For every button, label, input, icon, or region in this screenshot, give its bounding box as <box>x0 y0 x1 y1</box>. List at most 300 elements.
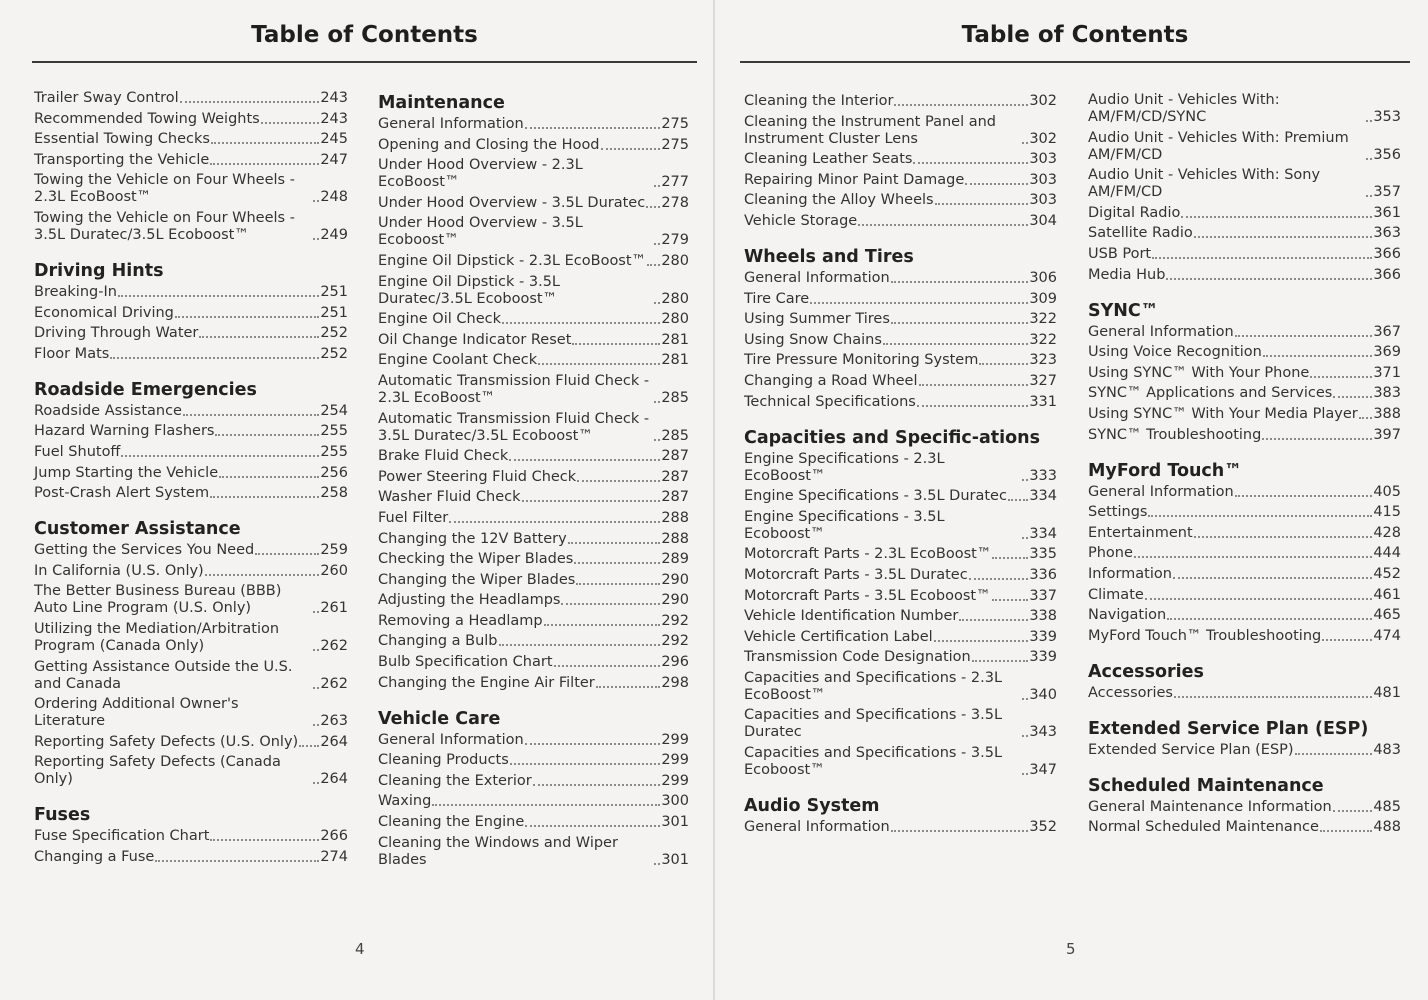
toc-entry[interactable] <box>34 828 348 845</box>
dot-leader <box>972 660 1029 662</box>
toc-entry[interactable] <box>744 332 1057 349</box>
toc-entry[interactable] <box>34 131 348 148</box>
toc-entry[interactable] <box>744 707 1057 741</box>
toc-entry[interactable] <box>378 814 689 831</box>
toc-entry[interactable] <box>1088 628 1401 645</box>
toc-entry-title: Engine Coolant Check <box>378 352 538 369</box>
dot-leader <box>574 562 660 564</box>
dot-leader <box>979 363 1028 365</box>
toc-page-number: 299 <box>661 731 689 748</box>
dot-leader <box>210 163 319 165</box>
toc-entry-title: Getting Assistance Outside the U.S. and Canada <box>34 658 293 692</box>
toc-entry-title: Engine Oil Dipstick - 2.3L EcoBoost™ <box>378 252 647 269</box>
toc-entry[interactable] <box>378 592 689 609</box>
toc-entry[interactable] <box>1088 427 1401 444</box>
dot-leader <box>891 281 1029 283</box>
toc-entry[interactable] <box>1088 799 1401 816</box>
toc-page-number: 292 <box>661 612 689 629</box>
toc-entry[interactable] <box>378 373 689 407</box>
toc-entry-title: Removing a Headlamp <box>378 612 543 629</box>
toc-entry[interactable] <box>378 352 689 369</box>
toc-entry[interactable] <box>744 546 1057 563</box>
section-heading: Audio System <box>744 796 880 817</box>
section-heading: Maintenance <box>378 93 505 113</box>
toc-entry-title: Using Snow Chains <box>744 331 882 348</box>
toc-entry[interactable] <box>1088 484 1401 501</box>
toc-entry-title: Driving Through Water <box>34 325 199 342</box>
toc-page-number: 279 <box>661 232 689 249</box>
toc-entry-title: Audio Unit - Vehicles With: Sony AM/FM/CD <box>1088 167 1321 201</box>
toc-entry[interactable] <box>378 157 689 191</box>
dot-leader <box>261 122 320 124</box>
toc-page-number: 339 <box>1029 628 1057 645</box>
toc-entry[interactable] <box>34 284 348 301</box>
toc-entry-title: General Information <box>1088 483 1234 500</box>
toc-entry[interactable] <box>378 215 689 249</box>
toc-entry[interactable] <box>378 531 689 548</box>
dot-leader <box>299 745 319 747</box>
toc-entry[interactable] <box>744 151 1057 168</box>
toc-entry-title: Checking the Wiper Blades <box>378 551 574 568</box>
section-heading: Driving Hints <box>34 260 164 281</box>
toc-section <box>34 805 348 866</box>
toc-page-number: 322 <box>1029 331 1057 348</box>
toc-entry-title: Using Voice Recognition <box>1088 344 1262 361</box>
toc-entry[interactable] <box>744 394 1057 411</box>
dot-leader <box>1152 257 1372 259</box>
toc-entry-title: Economical Driving <box>34 304 174 321</box>
toc-entry[interactable] <box>378 793 689 810</box>
dot-leader <box>654 185 660 187</box>
toc-page-number: 363 <box>1373 225 1401 242</box>
toc-entry[interactable] <box>744 745 1057 779</box>
toc-entry[interactable] <box>34 621 348 655</box>
dot-leader <box>647 264 660 266</box>
toc-entry-title: Reporting Safety Defects (Canada Only) <box>34 754 281 788</box>
toc-entry[interactable] <box>378 732 689 749</box>
toc-entry-list <box>1088 685 1401 702</box>
dot-leader <box>313 200 319 202</box>
toc-entry[interactable] <box>34 90 348 107</box>
title-rule <box>740 61 1410 63</box>
toc-entry-title: Tire Pressure Monitoring System <box>744 352 979 369</box>
toc-page-number: 335 <box>1029 546 1057 563</box>
toc-entry[interactable] <box>744 192 1057 209</box>
toc-entry-title: USB Port <box>1088 245 1152 262</box>
dot-leader <box>561 603 660 605</box>
toc-section <box>34 380 348 502</box>
toc-page-number: 299 <box>661 752 689 769</box>
toc-entry[interactable] <box>378 510 689 527</box>
section-heading: Extended Service Plan (ESP) <box>1088 718 1369 739</box>
toc-page-number: 292 <box>661 633 689 650</box>
dot-leader <box>1262 438 1372 440</box>
toc-page-number: 298 <box>661 674 689 691</box>
toc-entry-list <box>34 828 348 866</box>
toc-entry[interactable] <box>744 588 1057 605</box>
toc-entry-list <box>34 542 348 788</box>
toc-entry[interactable] <box>744 567 1057 584</box>
page-number: 5 <box>1066 940 1076 958</box>
section-heading: MyFord Touch™ <box>1088 460 1242 481</box>
toc-entry-list <box>744 451 1057 780</box>
dot-leader <box>1167 618 1372 620</box>
toc-page-number: 287 <box>661 468 689 485</box>
toc-section <box>744 428 1057 780</box>
toc-entry[interactable] <box>378 116 689 133</box>
toc-entry[interactable] <box>1088 246 1401 263</box>
toc-entry[interactable] <box>744 670 1057 704</box>
toc-entry-title: Engine Specifications - 2.3L EcoBoost™ <box>744 450 945 484</box>
toc-entry[interactable] <box>1088 324 1401 341</box>
toc-entry[interactable] <box>34 485 348 502</box>
toc-entry[interactable] <box>744 488 1057 505</box>
toc-page-number: 474 <box>1373 627 1401 644</box>
toc-entry[interactable] <box>34 172 348 206</box>
toc-entry[interactable] <box>34 423 348 440</box>
toc-entry[interactable] <box>1088 225 1401 242</box>
dot-leader <box>1022 479 1028 481</box>
section-heading: Fuses <box>34 805 91 826</box>
toc-entry[interactable] <box>34 465 348 482</box>
toc-entry[interactable] <box>378 835 689 869</box>
toc-entry-title: Capacities and Specifications - 3.5L Ecoboost™ <box>744 745 1003 779</box>
toc-entry-title: Normal Scheduled Maintenance <box>1088 819 1319 836</box>
dot-leader <box>1366 158 1372 160</box>
toc-entry-title: Opening and Closing the Hood <box>378 136 600 153</box>
toc-page-number: 333 <box>1029 467 1057 484</box>
toc-entry[interactable] <box>34 346 348 363</box>
toc-page-number: 356 <box>1373 146 1401 163</box>
toc-page-number: 366 <box>1373 245 1401 262</box>
toc-entry-title: Under Hood Overview - 2.3L EcoBoost™ <box>378 157 583 191</box>
toc-entry-title: Changing the 12V Battery <box>378 530 567 547</box>
toc-entry-title: Information <box>1088 565 1172 582</box>
toc-page-number: 361 <box>1373 204 1401 221</box>
toc-entry[interactable] <box>34 583 348 617</box>
toc-entry[interactable] <box>34 734 348 751</box>
toc-page-number: 322 <box>1029 311 1057 328</box>
toc-entry-title: Audio Unit - Vehicles With: Premium AM/FM/CD <box>1088 129 1349 163</box>
toc-page-number: 262 <box>320 675 348 692</box>
toc-entry[interactable] <box>34 152 348 169</box>
toc-entry-title: Repairing Minor Paint Damage <box>744 171 965 188</box>
dot-leader <box>913 162 1028 164</box>
toc-entry[interactable] <box>744 451 1057 485</box>
toc-entry[interactable] <box>378 332 689 349</box>
dot-leader <box>919 384 1029 386</box>
toc-entry[interactable] <box>744 291 1057 308</box>
toc-entry[interactable] <box>744 93 1057 110</box>
toc-page-number: 299 <box>661 772 689 789</box>
toc-entry[interactable] <box>744 352 1057 369</box>
toc-entry-title: Waxing <box>378 793 432 810</box>
toc-page-number: 275 <box>661 116 689 132</box>
toc-page-number: 289 <box>661 551 689 568</box>
toc-page-number: 259 <box>320 542 348 559</box>
toc-entry-title: Extended Service Plan (ESP) <box>1088 741 1294 758</box>
toc-entry[interactable] <box>34 210 348 244</box>
toc-entry-title: Cleaning Leather Seats <box>744 151 913 168</box>
toc-entry[interactable] <box>1088 545 1401 562</box>
toc-page-number: 252 <box>320 325 348 342</box>
toc-entry-title: Motorcraft Parts - 2.3L EcoBoost™ <box>744 546 992 563</box>
dot-leader <box>1181 216 1372 218</box>
toc-page-number: 274 <box>320 848 348 865</box>
toc-page-number: 252 <box>320 345 348 362</box>
toc-entry-title: General Information <box>378 116 524 132</box>
toc-entry[interactable] <box>744 172 1057 189</box>
toc-page-number: 280 <box>661 290 689 307</box>
dot-leader <box>313 687 319 689</box>
toc-entry[interactable] <box>1088 167 1401 201</box>
toc-entry-list <box>744 819 1057 836</box>
toc-entry-title: Changing a Road Wheel <box>744 372 918 389</box>
toc-entry-title: Using SYNC™ With Your Media Player <box>1088 405 1358 422</box>
toc-entry[interactable] <box>34 849 348 866</box>
toc-entry-title: Roadside Assistance <box>34 402 182 419</box>
toc-entry-title: Changing a Fuse <box>34 848 155 865</box>
toc-entry[interactable] <box>744 819 1057 836</box>
toc-entry[interactable] <box>1088 365 1401 382</box>
toc-entry-title: Cleaning the Windows and Wiper Blades <box>378 834 618 868</box>
toc-entry[interactable] <box>378 195 689 212</box>
toc-entry[interactable] <box>1088 742 1401 759</box>
dot-leader <box>1320 830 1372 832</box>
dot-leader <box>654 863 660 865</box>
toc-entry-title: Engine Specifications - 3.5L Duratec <box>744 488 1007 505</box>
toc-entry-title: General Information <box>378 731 524 748</box>
toc-entry-title: Under Hood Overview - 3.5L Duratec <box>378 194 646 211</box>
toc-page-number: 247 <box>320 151 348 168</box>
dot-leader <box>1134 556 1372 558</box>
toc-entry-title: Recommended Towing Weights <box>34 110 260 127</box>
toc-entry-title: Transporting the Vehicle <box>34 151 210 168</box>
toc-entry[interactable] <box>744 213 1057 230</box>
toc-page-number: 285 <box>661 389 689 406</box>
toc-entry-title: Audio Unit - Vehicles With: AM/FM/CD/SYNC <box>1088 92 1280 125</box>
toc-page-number: 465 <box>1373 607 1401 624</box>
dot-leader <box>894 104 1028 106</box>
toc-entry[interactable] <box>1088 587 1401 604</box>
dot-leader <box>210 839 319 841</box>
dot-leader <box>654 243 660 245</box>
toc-page-number: 357 <box>1373 184 1401 201</box>
toc-page-number: 280 <box>661 252 689 269</box>
toc-entry[interactable] <box>1088 267 1401 284</box>
toc-entry-title: Using Summer Tires <box>744 311 890 328</box>
toc-entry-title: Engine Specifications - 3.5L Ecoboost™ <box>744 508 945 542</box>
toc-page-number: 366 <box>1373 266 1401 283</box>
toc-entry-title: Getting the Services You Need <box>34 542 255 559</box>
toc-entry[interactable] <box>34 696 348 730</box>
dot-leader <box>313 238 319 240</box>
section-heading: Vehicle Care <box>378 708 501 729</box>
toc-entry[interactable] <box>34 305 348 322</box>
toc-entry-title: General Information <box>1088 323 1234 340</box>
toc-section <box>744 93 1057 230</box>
toc-entry-title: Media Hub <box>1088 266 1166 283</box>
toc-page-number: 290 <box>661 571 689 588</box>
toc-entry-title: Reporting Safety Defects (U.S. Only) <box>34 733 299 750</box>
toc-entry[interactable] <box>34 325 348 342</box>
toc-page-number: 481 <box>1373 684 1401 701</box>
dot-leader <box>1310 376 1372 378</box>
toc-section <box>378 93 689 692</box>
toc-entry[interactable] <box>378 654 689 671</box>
dot-leader <box>577 480 660 482</box>
dot-leader <box>1166 278 1372 280</box>
dot-leader <box>183 414 319 416</box>
toc-entry[interactable] <box>34 659 348 693</box>
toc-entry[interactable] <box>744 114 1057 148</box>
toc-entry[interactable] <box>1088 819 1401 836</box>
toc-entry[interactable] <box>1088 566 1401 583</box>
dot-leader <box>1174 696 1372 698</box>
toc-page-number: 388 <box>1373 405 1401 422</box>
dot-leader <box>572 343 660 345</box>
dot-leader <box>118 295 319 297</box>
toc-entry[interactable] <box>378 253 689 270</box>
right-page <box>714 0 1428 1000</box>
toc-entry[interactable] <box>34 754 348 788</box>
toc-page-number: 347 <box>1029 762 1057 779</box>
toc-page-number: 405 <box>1373 483 1401 500</box>
toc-entry[interactable] <box>744 629 1057 646</box>
toc-entry-title: Fuel Shutoff <box>34 443 121 460</box>
dot-leader <box>499 644 661 646</box>
toc-entry-title: SYNC™ Applications and Services <box>1088 385 1333 402</box>
toc-entry-title: Under Hood Overview - 3.5L Ecoboost™ <box>378 215 583 249</box>
toc-entry[interactable] <box>1088 685 1401 702</box>
toc-entry[interactable] <box>34 563 348 580</box>
dot-leader <box>1366 195 1372 197</box>
toc-entry-list <box>1088 484 1401 645</box>
toc-section <box>1088 92 1401 284</box>
toc-entry[interactable] <box>34 542 348 559</box>
dot-leader <box>180 101 320 103</box>
toc-entry-title: Satellite Radio <box>1088 225 1193 242</box>
toc-page-number: 302 <box>1029 130 1057 147</box>
toc-column <box>1088 92 1401 853</box>
toc-column <box>378 93 689 886</box>
toc-page-number: 258 <box>320 485 348 502</box>
toc-page-number: 301 <box>661 814 689 831</box>
toc-entry[interactable] <box>1088 385 1401 402</box>
toc-page-number: 263 <box>320 713 348 730</box>
toc-section <box>1088 662 1401 702</box>
toc-entry-list <box>378 116 689 692</box>
toc-entry[interactable] <box>378 613 689 630</box>
dot-leader <box>510 763 661 765</box>
dot-leader <box>969 578 1029 580</box>
page-title: Table of Contents <box>251 22 478 48</box>
dot-leader <box>210 496 319 498</box>
toc-page-number: 452 <box>1373 565 1401 582</box>
toc-entry[interactable] <box>34 444 348 461</box>
toc-entry[interactable] <box>378 448 689 465</box>
dot-leader <box>1235 335 1373 337</box>
toc-entry[interactable] <box>34 403 348 420</box>
toc-entry[interactable] <box>378 137 689 154</box>
toc-entry-title: Phone <box>1088 545 1133 562</box>
toc-entry-title: Automatic Transmission Fluid Check - 2.3L EcoBoost™ <box>378 372 650 406</box>
toc-entry[interactable] <box>744 509 1057 543</box>
toc-entry[interactable] <box>744 373 1057 390</box>
dot-leader <box>313 782 319 784</box>
toc-entry[interactable] <box>378 551 689 568</box>
toc-section <box>1088 301 1401 444</box>
toc-entry[interactable] <box>744 270 1057 287</box>
dot-leader <box>1022 698 1028 700</box>
toc-page-number: 288 <box>661 530 689 547</box>
toc-entry[interactable] <box>378 274 689 308</box>
dot-leader <box>199 336 319 338</box>
dot-leader <box>601 148 661 150</box>
dot-leader <box>1333 396 1372 398</box>
toc-entry[interactable] <box>1088 130 1401 164</box>
dot-leader <box>891 830 1029 832</box>
toc-entry[interactable] <box>744 608 1057 625</box>
toc-section <box>378 709 689 869</box>
toc-entry-title: Using SYNC™ With Your Phone <box>1088 364 1310 381</box>
toc-entry[interactable] <box>1088 504 1401 521</box>
dot-leader <box>1022 537 1028 539</box>
toc-entry[interactable] <box>1088 406 1401 423</box>
toc-entry-title: Fuse Specification Chart <box>34 828 210 845</box>
page-title: Table of Contents <box>961 22 1189 48</box>
toc-entry-list <box>744 270 1057 411</box>
toc-entry[interactable] <box>378 675 689 692</box>
toc-entry[interactable] <box>1088 525 1401 542</box>
dot-leader <box>215 434 319 436</box>
toc-entry-title: Oil Change Indicator Reset <box>378 331 572 348</box>
toc-entry[interactable] <box>1088 344 1401 361</box>
toc-entry[interactable] <box>378 311 689 328</box>
toc-entry-list <box>744 93 1057 230</box>
toc-page-number: 339 <box>1029 649 1057 666</box>
dot-leader <box>1008 499 1028 501</box>
toc-entry-title: Adjusting the Headlamps <box>378 592 561 609</box>
toc-page-number: 338 <box>1029 608 1057 625</box>
toc-page-number: 306 <box>1029 269 1057 286</box>
toc-entry[interactable] <box>378 489 689 506</box>
dot-leader <box>646 206 660 208</box>
toc-page-number: 261 <box>320 600 348 617</box>
toc-entry[interactable] <box>1088 607 1401 624</box>
toc-entry[interactable] <box>378 633 689 650</box>
toc-entry[interactable] <box>1088 205 1401 222</box>
toc-entry[interactable] <box>378 773 689 790</box>
toc-entry[interactable] <box>744 649 1057 666</box>
toc-entry[interactable] <box>744 311 1057 328</box>
toc-column <box>744 93 1057 853</box>
toc-entry[interactable] <box>378 469 689 486</box>
toc-page-number: 336 <box>1029 566 1057 583</box>
toc-page-number: 264 <box>320 733 348 750</box>
toc-page-number: 256 <box>320 464 348 481</box>
toc-entry-title: Digital Radio <box>1088 204 1181 221</box>
toc-entry[interactable] <box>378 411 689 445</box>
toc-page-number: 371 <box>1373 364 1401 381</box>
toc-entry[interactable] <box>378 752 689 769</box>
toc-page-number: 264 <box>320 771 348 788</box>
toc-page-number: 288 <box>661 509 689 526</box>
toc-entry[interactable] <box>34 111 348 128</box>
toc-entry[interactable] <box>378 572 689 589</box>
toc-entry[interactable] <box>1088 92 1401 126</box>
toc-page-number: 245 <box>320 131 348 148</box>
